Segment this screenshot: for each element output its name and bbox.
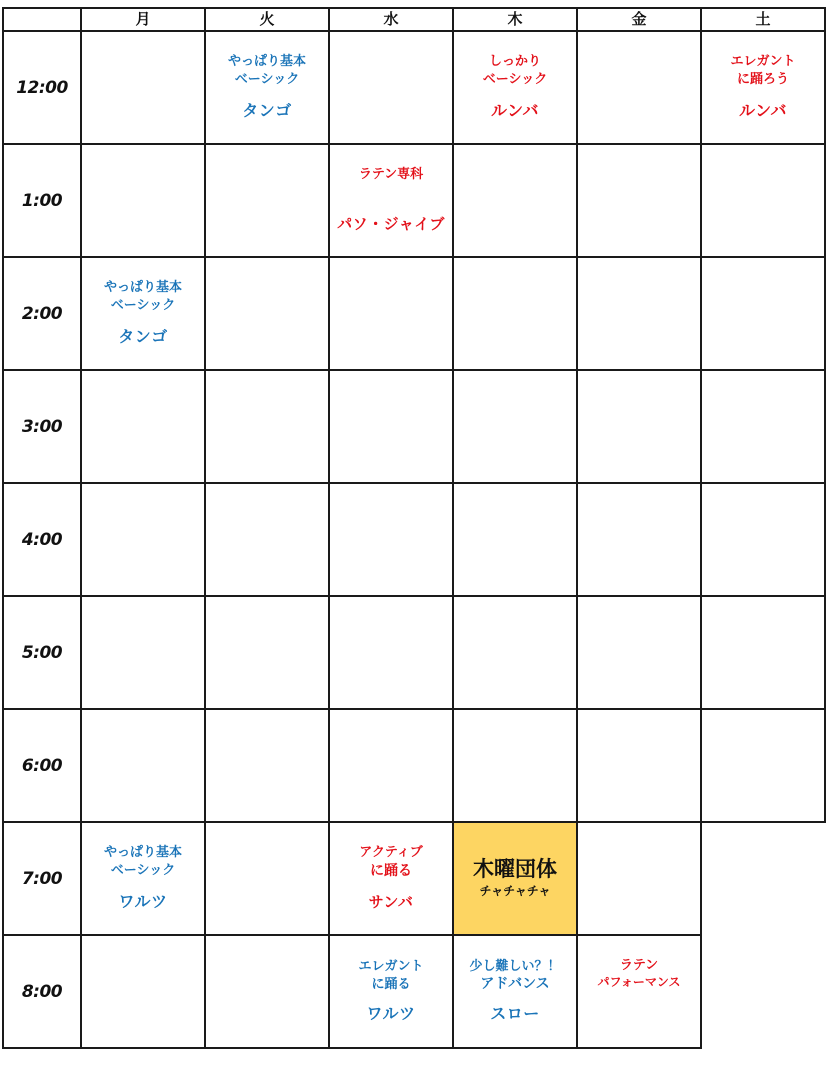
timetable (2, 7, 826, 1049)
group-class-cell (453, 822, 577, 935)
day-header-fri: 金 (577, 8, 701, 31)
empty-cell (329, 257, 453, 370)
class-tagline: やっぱり基本 (227, 54, 306, 70)
group-class-title: 木曜団体 (473, 856, 557, 881)
class-dance: スロー (490, 1004, 540, 1024)
class-entry (330, 959, 452, 1024)
empty-cell (205, 935, 329, 1048)
empty-cell (577, 257, 701, 370)
class-tagline: やっぱり基本 (103, 845, 182, 861)
empty-cell (329, 483, 453, 596)
class-entry (82, 845, 204, 912)
class-cell (205, 31, 329, 144)
class-dance: ルンバ (739, 100, 787, 120)
class-dance: タンゴ (242, 100, 292, 120)
time-row (3, 483, 825, 596)
class-entry (82, 280, 204, 347)
empty-cell (577, 483, 701, 596)
empty-cell (205, 822, 329, 935)
empty-cell (205, 370, 329, 483)
empty-cell (701, 596, 825, 709)
time-row (3, 144, 825, 257)
time-row (3, 257, 825, 370)
empty-cell (577, 144, 701, 257)
class-dance: ルンバ (491, 100, 539, 120)
class-level: ベーシック (110, 862, 176, 878)
time-row (3, 370, 825, 483)
empty-cell (205, 257, 329, 370)
empty-cell (329, 596, 453, 709)
empty-cell (81, 483, 205, 596)
empty-cell (453, 257, 577, 370)
time-row (3, 596, 825, 709)
empty-cell (81, 370, 205, 483)
empty-cell (577, 370, 701, 483)
time-label: 6:00 (3, 709, 81, 822)
class-entry (454, 959, 576, 1025)
time-row (3, 709, 825, 822)
class-entry (702, 54, 824, 121)
blank-area (701, 822, 825, 935)
class-cell (453, 935, 577, 1048)
empty-cell (453, 144, 577, 257)
day-header-tue: 火 (205, 8, 329, 31)
class-tagline: エレガント (358, 959, 424, 975)
class-tagline: 少し難しい？！ (469, 958, 561, 974)
class-cell (81, 257, 205, 370)
class-cell (453, 31, 577, 144)
empty-cell (329, 709, 453, 822)
class-level: ベーシック (110, 297, 176, 313)
class-dance: ワルツ (118, 891, 168, 911)
class-cell (329, 144, 453, 257)
class-entry (578, 958, 700, 990)
time-label: 1:00 (3, 144, 81, 257)
day-header-thu: 木 (453, 8, 577, 31)
empty-cell (701, 370, 825, 483)
class-dance: ワルツ (366, 1003, 416, 1023)
header-corner (3, 8, 81, 31)
empty-cell (577, 822, 701, 935)
class-level: ベーシック (482, 71, 548, 87)
empty-cell (577, 709, 701, 822)
class-tagline: アクティブ (359, 845, 423, 861)
empty-cell (453, 596, 577, 709)
empty-cell (701, 709, 825, 822)
empty-cell (453, 483, 577, 596)
class-entry (330, 167, 452, 234)
class-level: アドバンス (480, 975, 550, 992)
empty-cell (205, 596, 329, 709)
day-header-sat: 土 (701, 8, 825, 31)
empty-cell (577, 596, 701, 709)
empty-cell (701, 144, 825, 257)
empty-cell (81, 31, 205, 144)
time-row (3, 822, 825, 935)
class-dance: サンバ (368, 893, 414, 911)
time-label: 12:00 (3, 31, 81, 144)
empty-cell (81, 596, 205, 709)
time-label: 5:00 (3, 596, 81, 709)
class-cell (81, 822, 205, 935)
blank-area (701, 935, 825, 1048)
class-cell (701, 31, 825, 144)
class-cell (329, 935, 453, 1048)
class-level: パフォーマンス (597, 974, 681, 989)
empty-cell (205, 144, 329, 257)
time-label: 3:00 (3, 370, 81, 483)
header-row (3, 8, 825, 31)
class-entry (206, 54, 328, 121)
empty-cell (453, 709, 577, 822)
empty-cell (81, 935, 205, 1048)
day-header-mon: 月 (81, 8, 205, 31)
class-level: に踊ろう (736, 71, 789, 87)
empty-cell (205, 709, 329, 822)
class-level: に踊る (371, 976, 411, 992)
class-tagline: ラテン専科 (358, 167, 424, 182)
empty-cell (701, 257, 825, 370)
time-row (3, 31, 825, 144)
empty-cell (81, 144, 205, 257)
class-dance: タンゴ (118, 326, 168, 346)
group-class-dance: チャチャチャ (479, 884, 551, 899)
empty-cell (329, 370, 453, 483)
time-label: 8:00 (3, 935, 81, 1048)
class-level: ベーシック (234, 71, 300, 87)
class-entry (454, 54, 576, 121)
class-tagline: しっかり (488, 54, 541, 70)
class-tagline: エレガント (730, 54, 796, 70)
class-cell (329, 822, 453, 935)
empty-cell (205, 483, 329, 596)
empty-cell (701, 483, 825, 596)
time-label: 2:00 (3, 257, 81, 370)
class-dance: パソ・ジャイブ (337, 215, 445, 234)
class-level: に踊る (370, 862, 412, 879)
time-label: 4:00 (3, 483, 81, 596)
time-label: 7:00 (3, 822, 81, 935)
class-tagline: ラテン (619, 957, 659, 973)
empty-cell (81, 709, 205, 822)
empty-cell (453, 370, 577, 483)
time-row (3, 935, 825, 1048)
class-tagline: やっぱり基本 (103, 280, 182, 296)
day-header-wed: 水 (329, 8, 453, 31)
empty-cell (329, 31, 453, 144)
class-cell (577, 935, 701, 1048)
empty-cell (577, 31, 701, 144)
class-entry (330, 845, 452, 912)
